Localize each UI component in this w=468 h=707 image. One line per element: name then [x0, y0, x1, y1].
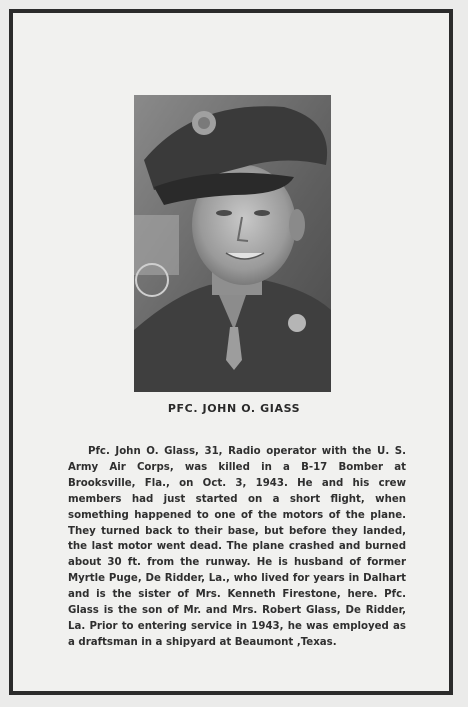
- portrait-photo: [134, 95, 331, 392]
- obituary-text: Pfc. John O. Glass, 31, Radio operator with the U. S. Army Air Corps, was killed in a B-17 Bomber at Brooksville, Fla., on Oct. 3, 1943. He and his crew members had just started on a short flight, when something happened to one of the motors of the plane. They turned back to their base, but before they landed, the last motor went dead. The plane crashed and burned about 30 ft. from the runway. He is husband of former Myrtle Puge, De Ridder, La., who lived for years in Dalhart and is the sister of Mrs. Kenneth Firestone, here. Pfc. Glass is the son of Mr. and Mrs. Robert Glass, De Ridder, La. Prior to entering service in 1943, he was employed as a draftsman in a shipyard at Beaumont ,Texas.: [68, 446, 406, 648]
- photo-caption: PFC. JOHN O. GIASS: [167, 402, 301, 415]
